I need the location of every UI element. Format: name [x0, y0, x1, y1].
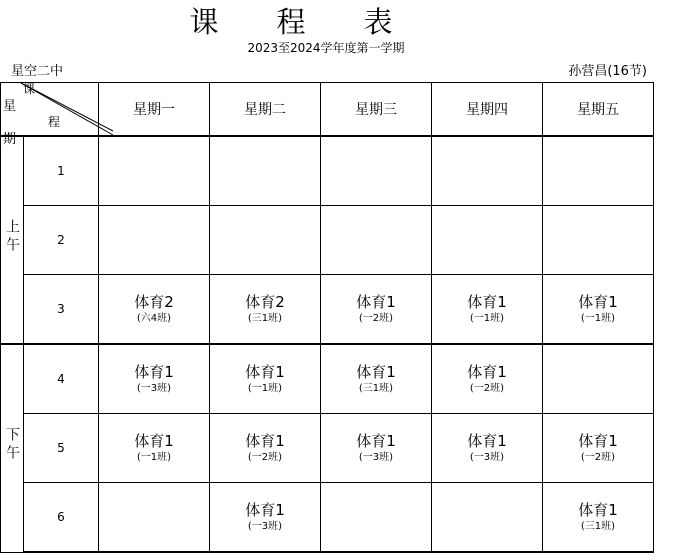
- corner-label-xing: 星: [3, 99, 17, 114]
- school-name: 星空二中: [11, 64, 64, 79]
- schedule-cell: [99, 344, 210, 414]
- schedule-cell: [210, 206, 321, 275]
- schedule-cell: [432, 344, 543, 414]
- schedule-cell: [99, 206, 210, 275]
- term-subtitle: 2023至2024学年度第一学期: [247, 41, 405, 55]
- schedule-cell: [543, 483, 654, 553]
- schedule-cell: [321, 136, 432, 206]
- course-name: 体育1: [467, 363, 507, 381]
- period-number: 1: [24, 136, 99, 206]
- period-number: 4: [24, 344, 99, 414]
- course-name: 体育1: [245, 432, 285, 450]
- schedule-cell: [432, 275, 543, 345]
- schedule-cell: [99, 483, 210, 553]
- class-name: (一1班): [580, 313, 616, 324]
- schedule-cell: [99, 136, 210, 206]
- schedule-cell: [543, 414, 654, 483]
- session-label: [1, 136, 24, 344]
- course-name: 体育1: [578, 293, 618, 311]
- schedule-cell: [432, 206, 543, 275]
- day-header: 星期三: [321, 83, 432, 137]
- class-name: (六4班): [136, 313, 172, 324]
- page-title: 课程表: [189, 5, 451, 39]
- day-header: 星期二: [210, 83, 321, 137]
- schedule-cell: [321, 206, 432, 275]
- period-row: [1, 136, 654, 206]
- period-number: 3: [24, 275, 99, 345]
- period-number: 2: [24, 206, 99, 275]
- course-name: 体育1: [134, 363, 174, 381]
- course-name: 体育1: [578, 501, 618, 519]
- schedule-cell: [321, 344, 432, 414]
- timetable: [0, 82, 654, 553]
- schedule-cell: [432, 136, 543, 206]
- schedule-cell: [321, 275, 432, 345]
- period-row: [1, 275, 654, 345]
- day-header: 星期一: [99, 83, 210, 137]
- schedule-cell: [210, 483, 321, 553]
- schedule-cell: [543, 136, 654, 206]
- class-name: (一3班): [136, 383, 172, 394]
- schedule-cell: [210, 275, 321, 345]
- schedule-cell: [543, 275, 654, 345]
- course-name: 体育1: [356, 432, 396, 450]
- class-name: (三1班): [247, 313, 283, 324]
- course-name: 体育1: [467, 293, 507, 311]
- class-name: (三1班): [358, 383, 394, 394]
- period-row: [1, 414, 654, 483]
- corner-label-qi: 期: [3, 132, 17, 147]
- session-label-text: 下午: [4, 426, 20, 463]
- class-name: (一1班): [136, 452, 172, 463]
- header-row: [1, 83, 654, 137]
- class-name: (一3班): [358, 452, 394, 463]
- schedule-cell: [321, 414, 432, 483]
- class-name: (一2班): [469, 383, 505, 394]
- day-header: 星期四: [432, 83, 543, 137]
- schedule-cell: [210, 414, 321, 483]
- schedule-cell: [543, 206, 654, 275]
- period-row: [1, 344, 654, 414]
- schedule-cell: [321, 483, 432, 553]
- schedule-cell: [210, 344, 321, 414]
- schedule-cell: [99, 414, 210, 483]
- class-name: (一2班): [247, 452, 283, 463]
- class-name: (一2班): [580, 452, 616, 463]
- course-name: 体育1: [245, 363, 285, 381]
- corner-label-cheng: 程: [48, 115, 61, 129]
- schedule-cell: [543, 344, 654, 414]
- corner-cell: [1, 82, 99, 147]
- course-name: 体育1: [356, 363, 396, 381]
- day-header: 星期五: [543, 83, 654, 137]
- schedule-cell: [432, 483, 543, 553]
- teacher-name: 孙营昌(16节): [568, 64, 647, 79]
- course-name: 体育1: [467, 432, 507, 450]
- class-name: (一3班): [247, 521, 283, 532]
- session-label: [1, 344, 24, 552]
- period-row: [1, 206, 654, 275]
- schedule-cell: [99, 275, 210, 345]
- period-number: 6: [24, 483, 99, 553]
- course-name: 体育1: [245, 501, 285, 519]
- session-label-text: 上午: [4, 218, 20, 255]
- class-name: (一1班): [469, 313, 505, 324]
- course-name: 体育1: [134, 432, 174, 450]
- corner-label-ke: 课: [23, 82, 36, 96]
- course-name: 体育1: [356, 293, 396, 311]
- period-row: [1, 483, 654, 553]
- course-name: 体育1: [578, 432, 618, 450]
- class-name: (一3班): [469, 452, 505, 463]
- class-name: (一2班): [358, 313, 394, 324]
- schedule-cell: [210, 136, 321, 206]
- period-number: 5: [24, 414, 99, 483]
- class-name: (三1班): [580, 521, 616, 532]
- course-name: 体育2: [245, 293, 285, 311]
- schedule-cell: [432, 414, 543, 483]
- course-name: 体育2: [134, 293, 174, 311]
- class-name: (一1班): [247, 383, 283, 394]
